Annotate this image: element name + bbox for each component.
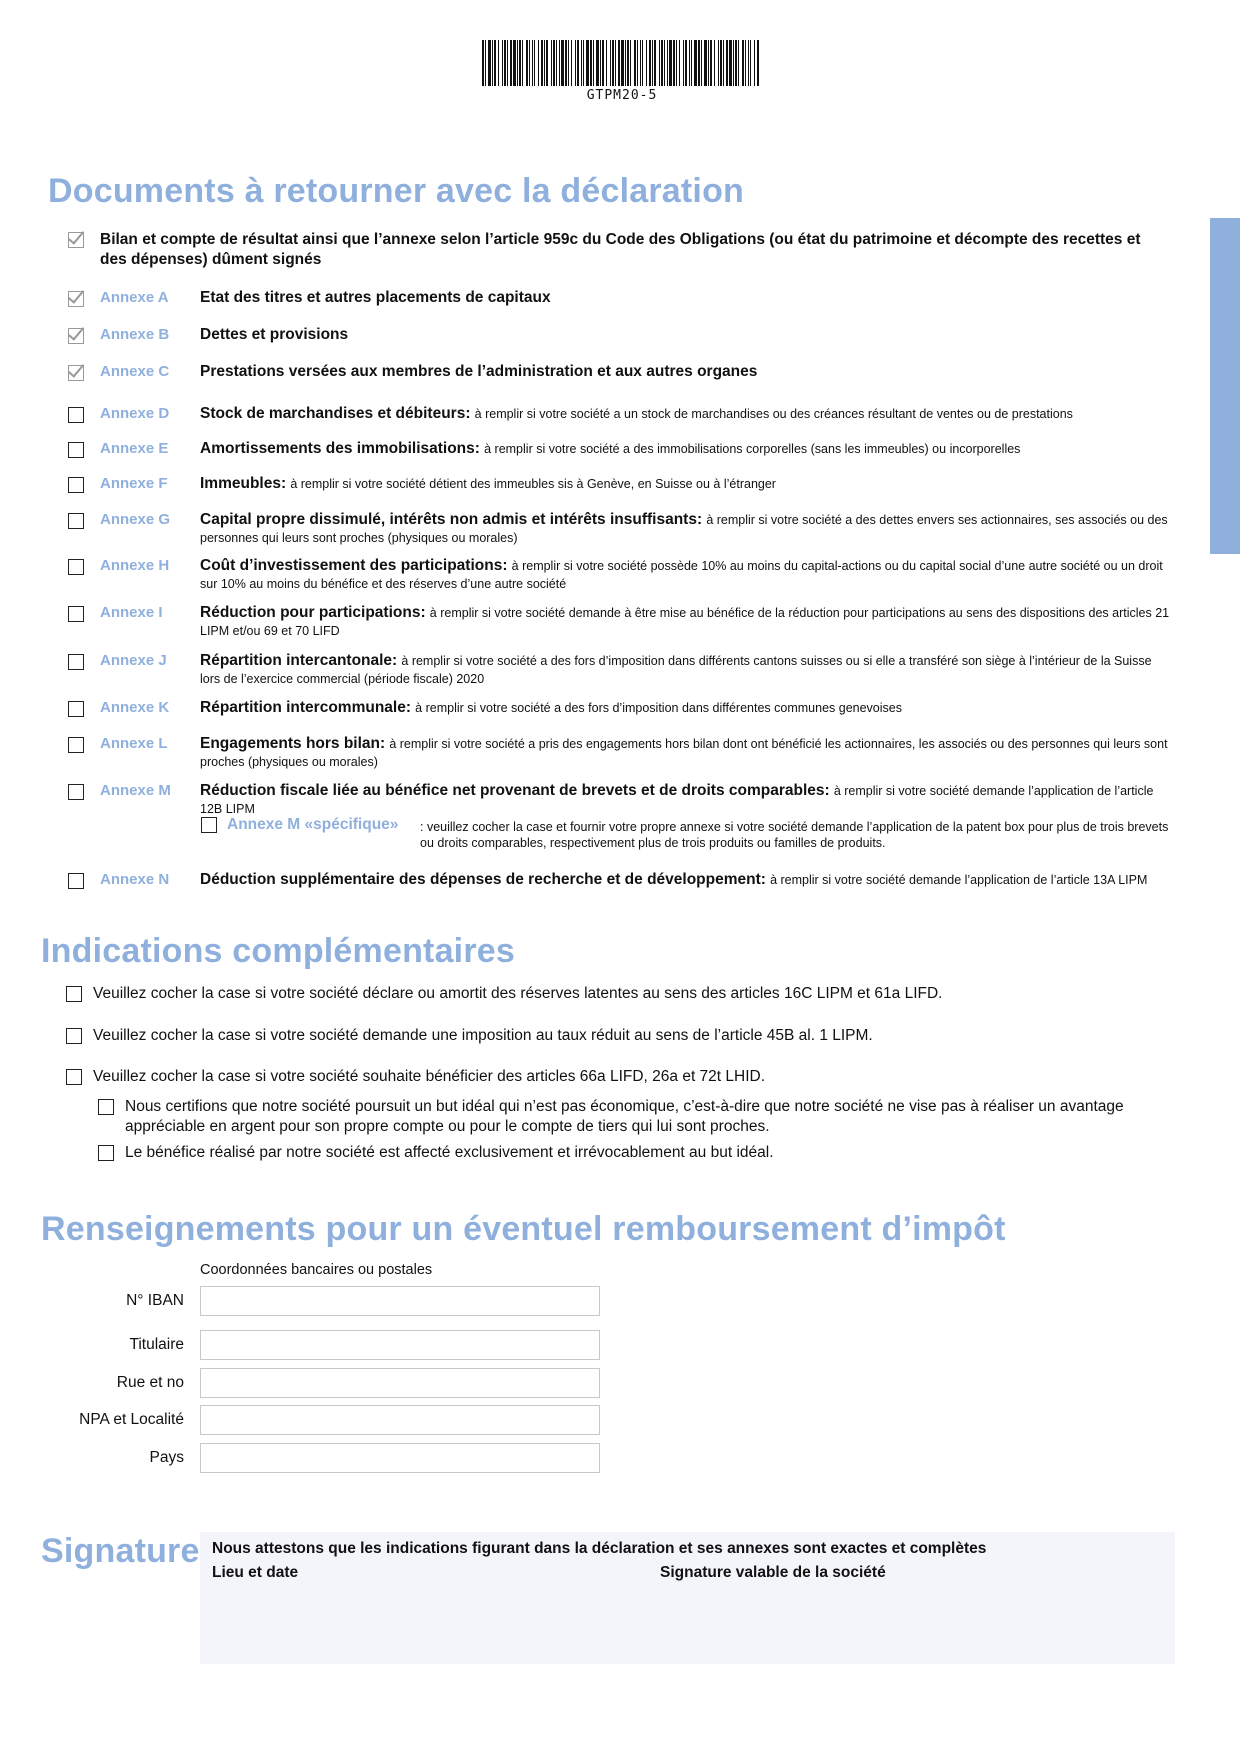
barcode-bar xyxy=(507,40,508,86)
barcode-bar xyxy=(553,40,555,86)
refund-field-label: Titulaire xyxy=(129,1336,184,1353)
annexe-title: Immeubles: xyxy=(200,475,287,492)
barcode-bar xyxy=(556,40,557,86)
indication-checkbox[interactable] xyxy=(66,1028,82,1044)
barcode-bar xyxy=(571,40,572,86)
barcode-bar xyxy=(694,40,697,86)
barcode-bar xyxy=(637,40,638,86)
barcode-bar xyxy=(754,40,755,86)
refund-field-input[interactable] xyxy=(200,1443,600,1473)
barcode-bar xyxy=(649,40,651,86)
barcode-bar xyxy=(529,40,530,86)
documents-title: Documents à retourner avec la déclaration xyxy=(48,172,745,210)
barcode-bar xyxy=(541,40,543,86)
barcode-bar xyxy=(482,40,484,86)
annexe-description xyxy=(200,440,1170,458)
company-signature-label: Signature valable de la société xyxy=(660,1564,886,1581)
annexe-title: Déduction supplémentaire des dépenses de recherche et de développement: xyxy=(200,871,766,888)
annexe-description xyxy=(200,326,1170,343)
annexe-note: à remplir si votre société a des fors d’imposition dans différents cantons suisses ou si elle a transféré son siège à l’intérieur de la Suisse lors de l’exercice commercial (période fiscale) 2020 xyxy=(200,654,1152,686)
barcode-bar xyxy=(729,40,732,86)
annexe-description xyxy=(200,475,1170,493)
annexe-title: Répartition intercommunale: xyxy=(200,699,411,716)
barcode-bar xyxy=(679,40,680,86)
barcode-bar xyxy=(504,40,506,86)
annexe-checkbox[interactable] xyxy=(68,606,84,622)
barcode-bar xyxy=(538,40,539,86)
annexe-note: à remplir si votre société demande à être mise au bénéfice de la réduction pour participations au sens des dispositions des articles 21 LIPM et/ou 69 et 70 LIFD xyxy=(200,606,1170,638)
annexe-title: Stock de marchandises et débiteurs: xyxy=(200,405,471,422)
annexe-checkbox[interactable] xyxy=(68,365,84,381)
annexe-label: Annexe B xyxy=(100,326,170,343)
annexe-label: Annexe D xyxy=(100,405,170,422)
annexe-description xyxy=(200,871,1170,889)
annexe-description xyxy=(200,735,1170,771)
signature-attestation: Nous attestons que les indications figurant dans la déclaration et ses annexes sont exactes et complètes xyxy=(212,1540,987,1557)
barcode-bar xyxy=(720,40,722,86)
barcode-bar xyxy=(708,40,709,86)
annexe-description xyxy=(200,511,1170,547)
annexe-title: Répartition intercantonale: xyxy=(200,652,398,669)
annexe-m-specific-checkbox[interactable] xyxy=(201,817,217,833)
barcode-bar xyxy=(590,40,592,86)
annexe-note: à remplir si votre société a des fors d’imposition dans différentes communes genevoises xyxy=(415,701,902,715)
annexe-note: à remplir si votre société détient des immeubles sis à Genève, en Suisse ou à l’étranger xyxy=(290,477,776,491)
barcode-bar xyxy=(669,40,672,86)
refund-field-label: Pays xyxy=(149,1449,184,1466)
indication-checkbox[interactable] xyxy=(66,986,82,1002)
barcode-bar xyxy=(683,40,684,86)
annexe-note: à remplir si votre société a pris des engagements hors bilan dont ont bénéficié les actionnaires, les associés ou des personnes qui leurs sont proches (physiques ou morales) xyxy=(200,737,1168,769)
barcode-bar xyxy=(691,40,692,86)
annexe-label: Annexe F xyxy=(100,475,168,492)
annexe-description xyxy=(200,363,1170,380)
barcode-bar xyxy=(612,40,614,86)
barcode-bar xyxy=(568,40,569,86)
annexe-title: Réduction pour participations: xyxy=(200,604,426,621)
barcode-bar xyxy=(634,40,636,86)
barcode-bar xyxy=(704,40,707,86)
annexe-checkbox[interactable] xyxy=(68,291,84,307)
annexe-label: Annexe L xyxy=(100,735,168,752)
barcode-bar xyxy=(526,40,528,86)
annexe-note: à remplir si votre société demande l’application de l’article 12B LIPM xyxy=(200,784,1154,816)
barcode-bar xyxy=(750,40,751,86)
barcode-bar xyxy=(659,40,660,86)
barcode-bar xyxy=(630,40,631,86)
annexe-label: Annexe I xyxy=(100,604,163,621)
annexe-description xyxy=(200,699,1170,717)
barcode-bar xyxy=(544,40,545,86)
indication-text: Veuillez cocher la case si votre société souhaite bénéficier des articles 66a LIFD, 26a et 72t LHID. xyxy=(93,1068,766,1085)
barcode-bar xyxy=(551,40,552,86)
barcode-bar xyxy=(586,40,589,86)
refund-field-input[interactable] xyxy=(200,1368,600,1398)
barcode-bar xyxy=(698,40,700,86)
refund-subtitle: Coordonnées bancaires ou postales xyxy=(200,1262,433,1278)
annexe-title: Engagements hors bilan: xyxy=(200,735,386,752)
annexe-checkbox[interactable] xyxy=(68,477,84,493)
annexe-checkbox[interactable] xyxy=(68,654,84,670)
annexe-title: Prestations versées aux membres de l’administration et aux autres organes xyxy=(200,363,758,380)
annexe-note: à remplir si votre société possède 10% au moins du capital-actions ou du capital social d’une autre société ou un droit sur 10% au moins du bénéfice et des réserves d’une autre société xyxy=(200,559,1163,591)
barcode-bar xyxy=(735,40,737,86)
barcode-bar xyxy=(742,40,744,86)
barcode-bar xyxy=(517,40,518,86)
sub-indication-text: Nous certifions que notre société poursuit un but idéal qui n’est pas économique, c’est-à-dire que notre société ne vise pas à réaliser un avantage appréciable en argent pour son propre compte ou pour le compte de tiers qui lui sont proches. xyxy=(125,1098,1124,1135)
annexe-description xyxy=(200,652,1170,688)
barcode-bar xyxy=(593,40,594,86)
place-date-label: Lieu et date xyxy=(212,1564,299,1581)
barcode-bar xyxy=(485,40,486,86)
sub-indication-text: Le bénéfice réalisé par notre société est affecté exclusivement et irrévocablement au but idéal. xyxy=(125,1144,774,1161)
annexe-label: Annexe A xyxy=(100,289,169,306)
refund-field-input[interactable] xyxy=(200,1286,600,1316)
barcode-bar xyxy=(646,40,647,86)
annexe-m-specific-label: Annexe M «spécifique» xyxy=(227,816,399,833)
annexe-label: Annexe H xyxy=(100,557,170,574)
barcode-bar xyxy=(667,40,668,86)
barcode-bar xyxy=(561,40,564,86)
barcode-bar xyxy=(494,40,496,86)
barcode-bar xyxy=(621,40,624,86)
annexe-title: Dettes et provisions xyxy=(200,326,349,343)
barcode-bar xyxy=(640,40,641,86)
refund-field-label: Rue et no xyxy=(116,1374,184,1391)
barcode-bar xyxy=(488,40,491,86)
intro-checkbox[interactable] xyxy=(68,232,84,248)
sub-indication-checkbox[interactable] xyxy=(98,1145,114,1161)
barcode-bar xyxy=(757,40,759,86)
annexe-label: Annexe M xyxy=(100,782,171,799)
annexe-note: à remplir si votre société a des immobilisations corporelles (sans les immeubles) ou incorporelles xyxy=(484,442,1021,456)
annexe-checkbox[interactable] xyxy=(68,784,84,800)
annexe-label: Annexe K xyxy=(100,699,170,716)
annexe-m-specific-note: : veuillez cocher la case et fournir votre propre annexe si votre société demande l’application de la patent box pour plus de trois brevets ou droits comparables, respectivement plus de trois produits ou familles de produits. xyxy=(420,820,1169,850)
barcode-bar xyxy=(498,40,499,86)
barcode-bar xyxy=(642,40,643,86)
refund-field-label: NPA et Localité xyxy=(79,1411,184,1428)
barcode-bar xyxy=(600,40,601,86)
barcode-bar xyxy=(575,40,576,86)
annexe-title: Amortissements des immobilisations: xyxy=(200,440,480,457)
annexe-label: Annexe E xyxy=(100,440,169,457)
annexe-description xyxy=(200,289,1170,306)
barcode-bar xyxy=(618,40,620,86)
barcode-bar xyxy=(532,40,533,86)
barcode-bar xyxy=(726,40,728,86)
annexe-checkbox[interactable] xyxy=(68,442,84,458)
annexe-description xyxy=(200,557,1170,593)
intro-text: Bilan et compte de résultat ainsi que l’annexe selon l’article 959c du Code des Obligations (ou état du patrimoine et décompte des recettes et des dépenses) dûment signés xyxy=(100,231,1141,268)
annexe-checkbox[interactable] xyxy=(68,328,84,344)
barcode-bar xyxy=(745,40,746,86)
annexe-description xyxy=(200,782,1170,818)
barcode-bar xyxy=(583,40,584,86)
barcode-bar xyxy=(522,40,523,86)
barcode-bar xyxy=(519,40,521,86)
indications-title: Indications complémentaires xyxy=(41,932,515,970)
indication-checkbox[interactable] xyxy=(66,1069,82,1085)
barcode-bar xyxy=(625,40,626,86)
barcode-code: GTPM20-5 xyxy=(586,88,658,103)
annexe-checkbox[interactable] xyxy=(68,873,84,889)
barcode-bar xyxy=(627,40,629,86)
refund-title: Renseignements pour un éventuel remboursement d’impôt xyxy=(41,1210,1006,1248)
barcode-bar xyxy=(615,40,616,86)
barcode-bar xyxy=(492,40,493,86)
barcode-bar xyxy=(510,40,512,86)
indication-text: Veuillez cocher la case si votre société demande une imposition au taux réduit au sens de l’article 45B al. 1 LIPM. xyxy=(93,1027,873,1044)
barcode-bar xyxy=(654,40,656,86)
annexe-description xyxy=(200,604,1170,640)
annexe-checkbox[interactable] xyxy=(68,513,84,529)
annexe-checkbox[interactable] xyxy=(68,559,84,575)
barcode-bar xyxy=(652,40,653,86)
barcode-bar xyxy=(661,40,663,86)
barcode-bar xyxy=(710,40,712,86)
indication-text: Veuillez cocher la case si votre société déclare ou amortit des réserves latentes au sens des articles 16C LIPM et 61a LIFD. xyxy=(93,985,943,1002)
barcode-bar xyxy=(513,40,516,86)
barcode-bar xyxy=(581,40,582,86)
annexe-label: Annexe N xyxy=(100,871,170,888)
sub-indication-checkbox[interactable] xyxy=(98,1099,114,1115)
annexe-checkbox[interactable] xyxy=(68,701,84,717)
annexe-label: Annexe G xyxy=(100,511,171,528)
annexe-checkbox[interactable] xyxy=(68,737,84,753)
barcode-bar xyxy=(664,40,665,86)
refund-field-input[interactable] xyxy=(200,1405,600,1435)
annexe-description xyxy=(200,405,1170,423)
barcode-bar xyxy=(676,40,677,86)
barcode-bar xyxy=(738,40,739,86)
barcode-bar xyxy=(718,40,719,86)
annexe-title: Coût d’investissement des participations: xyxy=(200,557,508,574)
refund-field-input[interactable] xyxy=(200,1330,600,1360)
side-tab xyxy=(1210,218,1240,554)
barcode-bar xyxy=(748,40,749,86)
annexe-title: Capital propre dissimulé, intérêts non admis et intérêts insuffisants: xyxy=(200,511,703,528)
annexe-note: à remplir si votre société demande l’application de l’article 13A LIPM xyxy=(770,873,1148,887)
barcode-bar xyxy=(559,40,560,86)
barcode-bar xyxy=(602,40,604,86)
annexe-label: Annexe J xyxy=(100,652,167,669)
barcode-bar xyxy=(701,40,702,86)
barcode-bar xyxy=(606,40,607,86)
annexe-checkbox[interactable] xyxy=(68,407,84,423)
barcode-bar xyxy=(610,40,611,86)
barcode-bar xyxy=(565,40,567,86)
barcode-bar xyxy=(733,40,734,86)
barcode-bar xyxy=(577,40,579,86)
refund-field-label: N° IBAN xyxy=(126,1292,184,1309)
barcode-bar xyxy=(689,40,690,86)
barcode-bar xyxy=(723,40,724,86)
annexe-label: Annexe C xyxy=(100,363,170,380)
barcode-bar xyxy=(685,40,687,86)
barcode-bar xyxy=(596,40,599,86)
barcode xyxy=(482,40,762,86)
annexe-title: Etat des titres et autres placements de capitaux xyxy=(200,289,551,306)
annexe-note: à remplir si votre société a des dettes envers ses actionnaires, ses associés ou des personnes qui leurs sont proches (physiques ou morales) xyxy=(200,513,1168,545)
barcode-bar xyxy=(714,40,715,86)
annexe-note: à remplir si votre société a un stock de marchandises ou des créances résultant de ventes ou de prestations xyxy=(474,407,1073,421)
barcode-bar xyxy=(673,40,675,86)
barcode-bar xyxy=(534,40,535,86)
barcode-bar xyxy=(546,40,548,86)
signature-title: Signature xyxy=(41,1532,200,1570)
barcode-bar xyxy=(502,40,503,86)
annexe-title: Réduction fiscale liée au bénéfice net provenant de brevets et de droits comparables: xyxy=(200,782,830,799)
